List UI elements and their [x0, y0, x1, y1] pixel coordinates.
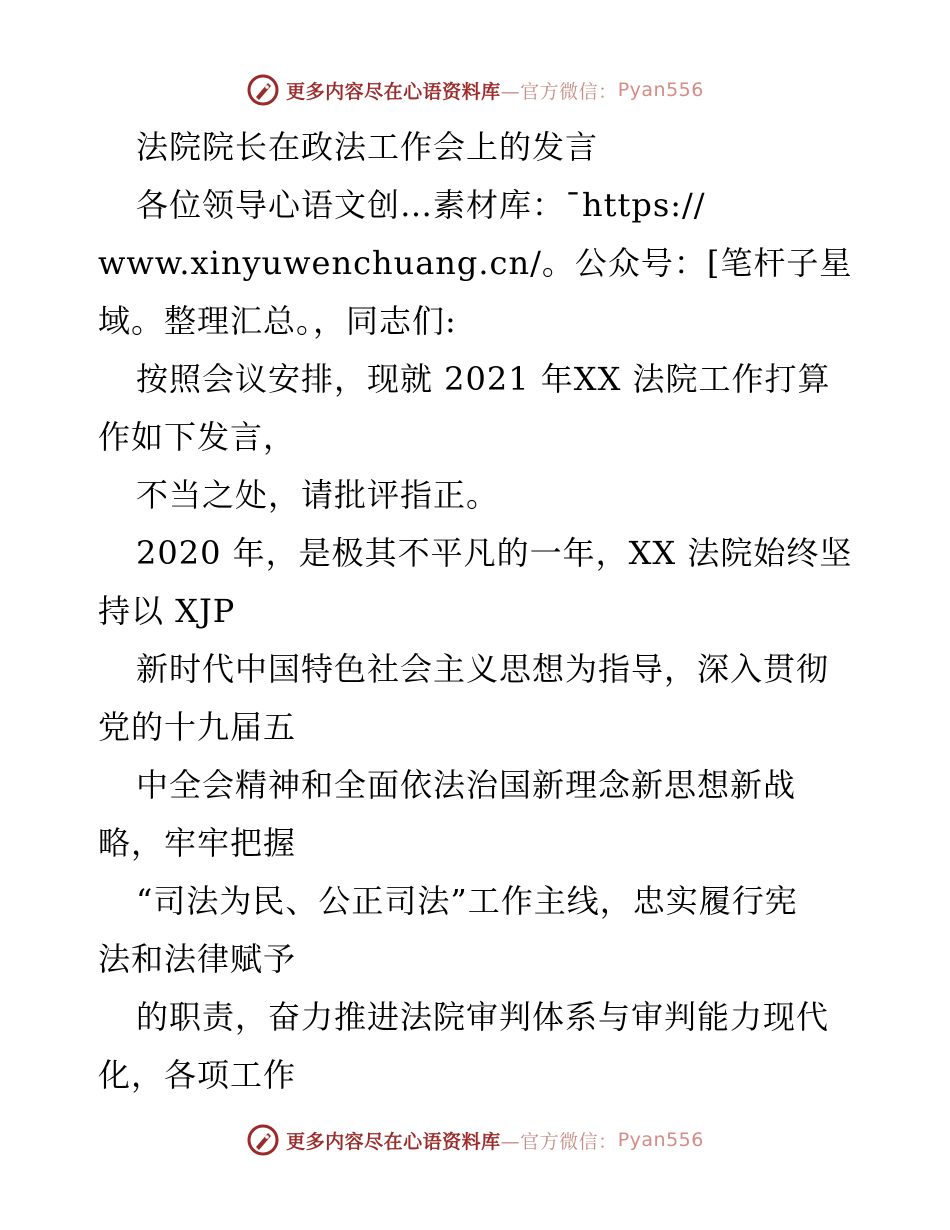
text-line: 各位领导心语文创…素材库：¯https:// — [136, 186, 706, 224]
pen-nib-circle-icon — [246, 1123, 280, 1157]
text-line: 化，各项工作 — [98, 1056, 297, 1094]
header-banner — [0, 70, 950, 110]
text-line: 法和法律赋予 — [98, 940, 297, 978]
text-line: 域。整理汇总。，同志们: — [98, 302, 457, 340]
text-line: 的职责，奋力推进法院审判体系与审判能力现代 — [136, 998, 830, 1036]
document-body — [98, 118, 858, 1104]
footer-banner-wechat-id: Pyan556 — [617, 1129, 704, 1151]
footer-banner — [0, 1120, 950, 1160]
text-line: 党的十九届五 — [98, 708, 297, 746]
footer-banner-title: 更多内容尽在心语资料库 — [286, 1130, 501, 1153]
text-line: 不当之处，请批评指正。 — [136, 476, 500, 514]
header-banner-title: 更多内容尽在心语资料库 — [286, 80, 501, 103]
pen-nib-circle-icon — [246, 73, 280, 107]
text-line: 按照会议安排，现就 2021 年XX 法院工作打算 — [136, 360, 831, 398]
text-line: 略，牢牢把握 — [98, 824, 297, 862]
text-line: 作如下发言， — [98, 418, 297, 456]
text-line: 法院院长在政法工作会上的发言 — [136, 128, 599, 166]
footer-banner-wechat-label: —官方微信： — [500, 1130, 618, 1153]
text-line: 新时代中国特色社会主义思想为指导，深入贯彻 — [136, 650, 830, 688]
text-line: 中全会精神和全面依法治国新理念新思想新战 — [136, 766, 797, 804]
header-banner-wechat-id: Pyan556 — [617, 79, 704, 101]
text-line: “司法为民、公正司法”工作主线，忠实履行宪 — [136, 882, 798, 920]
text-line: www.xinyuwenchuang.cn/。公众号：[笔杆子星 — [98, 244, 853, 282]
header-banner-wechat-label: —官方微信： — [500, 80, 618, 103]
text-line: 2020 年，是极其不平凡的一年，XX 法院始终坚 — [136, 534, 853, 572]
text-line: 持以 XJP — [98, 592, 236, 630]
